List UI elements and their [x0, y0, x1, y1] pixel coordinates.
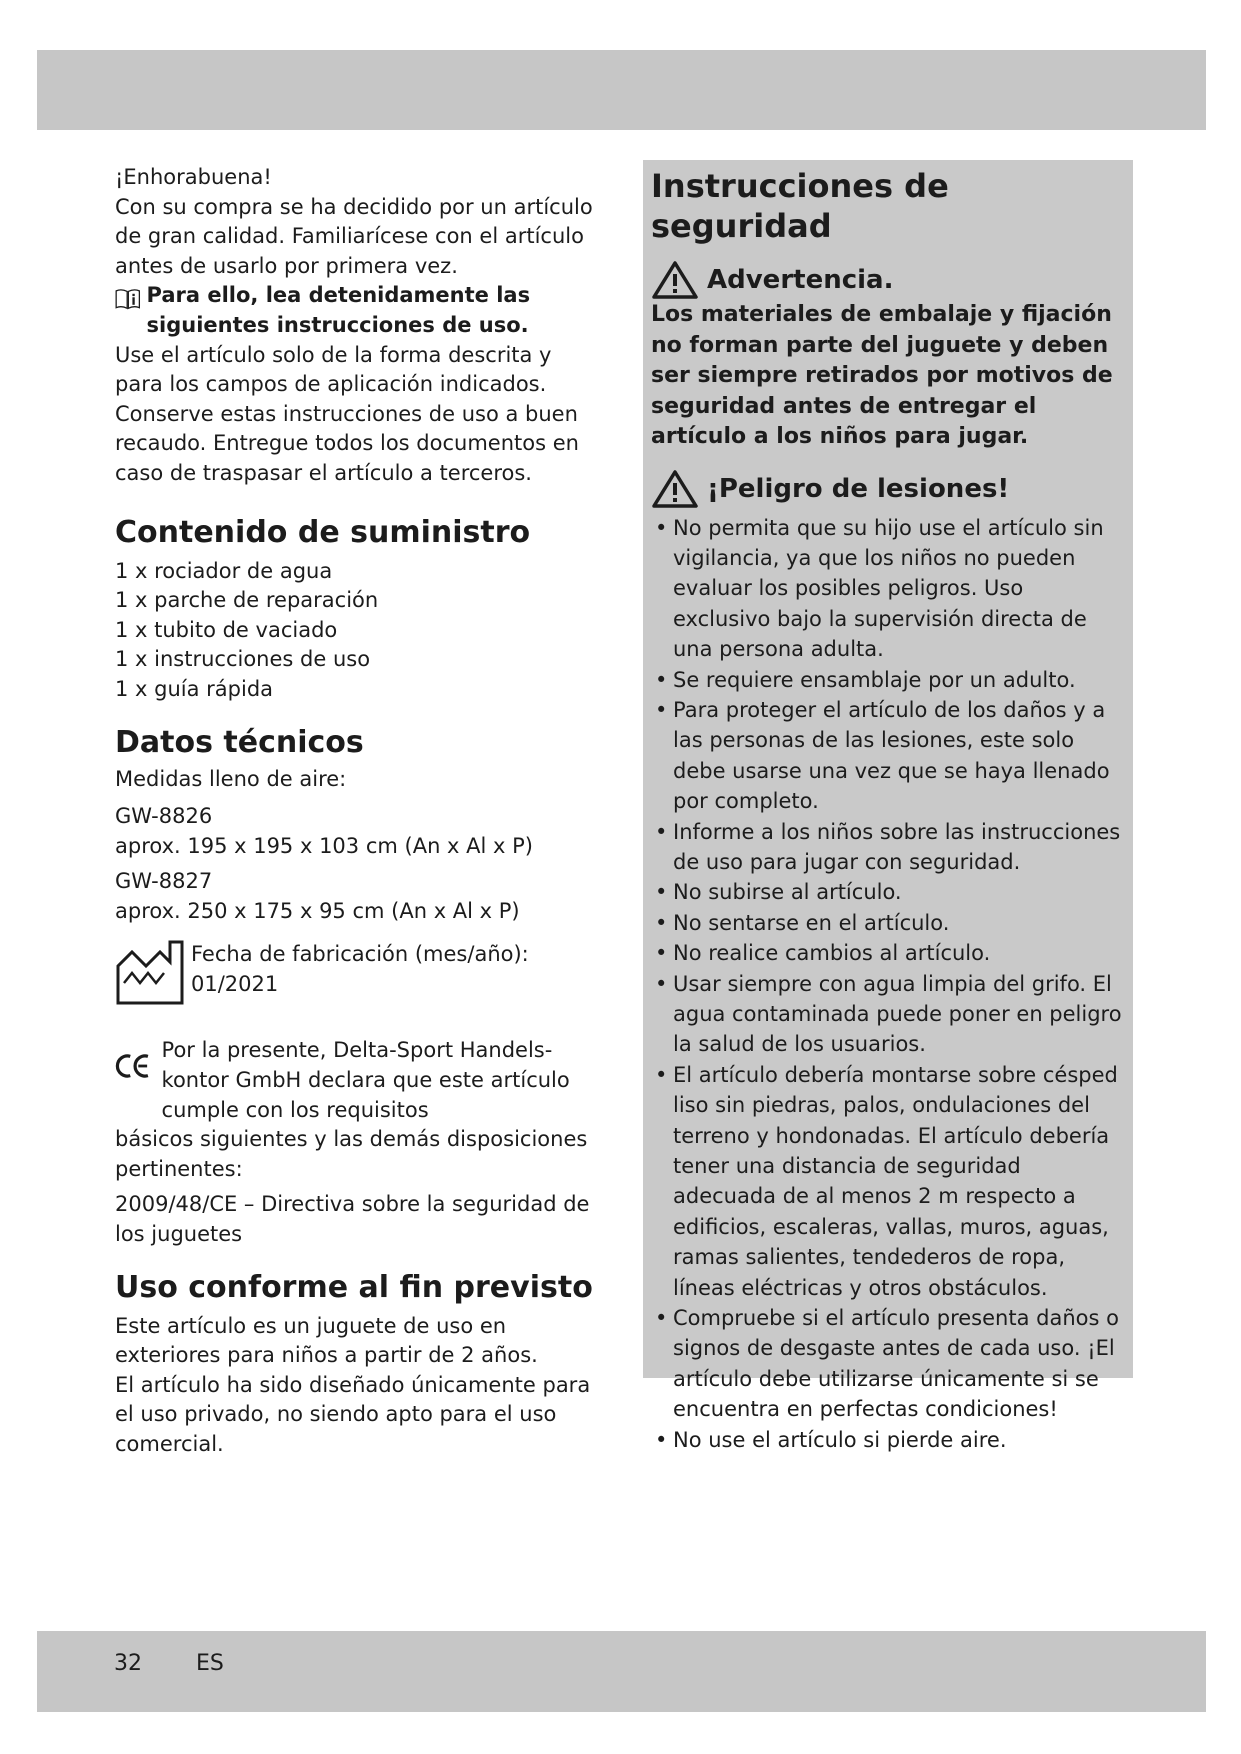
- safety-item: • No use el artículo si pierde aire.: [651, 1425, 1125, 1455]
- warning-text: Los materiales de embalaje y fijación no forman parte del juguete y deben ser siempre retirados por motivos de seguridad antes de entregar el artículo a los niños para jugar.: [651, 302, 1113, 449]
- warning-label: Advertencia.: [707, 265, 894, 295]
- ce-mark-icon: [115, 1036, 150, 1096]
- header-bar: [37, 50, 1206, 130]
- safety-item: • Compruebe si el artículo presenta daños o signos de desgaste antes de cada uso. ¡El artículo debe utilizarse únicamente si se encuentra en perfectas condiciones!: [651, 1303, 1125, 1425]
- intended-use-text: Este artículo es un juguete de uso en exteriores para niños a partir de 2 años.: [115, 1313, 538, 1368]
- ce-directive: 2009/48/CE – Directiva sobre la seguridad de los juguetes: [115, 1192, 590, 1247]
- left-column: [115, 163, 595, 1460]
- safety-item: • No permita que su hijo use el artículo sin vigilancia, ya que los niños no pueden evaluar los posibles peligros. Uso exclusivo bajo la supervisión directa de una persona adulta.: [651, 513, 1125, 665]
- safety-title: Instrucciones de seguridad: [651, 167, 949, 245]
- safety-item: • El artículo debería montarse sobre césped liso sin piedras, palos, ondulaciones del terreno y hondonadas. El artículo debería tener una distancia de seguridad adecuada de al menos 2 m respecto a edificios, escaleras, vallas, muros, aguas, ramas salientes, tendederos de ropa, líneas eléctricas y otros obstáculos.: [651, 1060, 1125, 1303]
- model-size: aprox. 250 x 175 x 95 cm (An x Al x P): [115, 898, 520, 923]
- tech-intro: Medidas lleno de aire:: [115, 766, 347, 791]
- safety-list: [651, 513, 1125, 1456]
- ce-declaration: [115, 1036, 595, 1125]
- list-item: 1 x instrucciones de uso: [115, 647, 371, 672]
- safety-item: • Usar siempre con agua limpia del grifo. El agua contaminada puede poner en peligro la salud de los usuarios.: [651, 969, 1125, 1060]
- contents-list: [115, 557, 595, 705]
- safety-item: • Se requiere ensamblaje por un adulto.: [651, 665, 1125, 695]
- safety-item: • No realice cambios al artículo.: [651, 938, 1125, 968]
- list-item: 1 x guía rápida: [115, 676, 274, 701]
- tech-title: Datos técnicos: [115, 724, 364, 760]
- read-manual-icon: [115, 281, 141, 317]
- intended-use-text-2: El artículo ha sido diseñado únicamente para el uso privado, no siendo apto para el uso comercial.: [115, 1372, 591, 1456]
- model-name: GW-8826: [115, 804, 213, 829]
- contents-title: Contenido de suministro: [115, 514, 531, 550]
- intended-use-title: Uso conforme al fin previsto: [115, 1269, 593, 1305]
- read-instructions-note: [115, 281, 595, 340]
- intro-text-2: Use el artículo solo de la forma descrita y para los campos de aplicación indicados. Conserve estas instrucciones de uso a buen recaudo. Entregue todos los documentos en caso de traspasar el artículo a terceros.: [115, 342, 579, 485]
- model-name: GW-8827: [115, 869, 213, 894]
- model-size: aprox. 195 x 195 x 103 cm (An x Al x P): [115, 833, 533, 858]
- safety-item: • Informe a los niños sobre las instrucciones de uso para jugar con seguridad.: [651, 817, 1125, 878]
- safety-item: • Para proteger el artículo de los daños y a las personas de las lesiones, este solo debe usarse una vez que se haya llenado por completo.: [651, 695, 1125, 817]
- factory-icon: [115, 940, 185, 1006]
- manufacture-label: Fecha de fabricación (mes/año):: [191, 942, 529, 967]
- list-item: 1 x parche de reparación: [115, 588, 379, 613]
- safety-item: • No sentarse en el artículo.: [651, 908, 1125, 938]
- note-text: Para ello, lea detenidamente las siguientes instrucciones de uso.: [146, 283, 531, 337]
- ce-text: Por la presente, Delta-Sport Handels- kontor GmbH declara que este artículo cumple con los requisitos: [161, 1038, 570, 1122]
- warning-triangle-icon: [651, 260, 699, 300]
- warning-heading: [651, 260, 1125, 300]
- safety-item: • No subirse al artículo.: [651, 877, 1125, 907]
- list-item: 1 x tubito de vaciado: [115, 617, 338, 642]
- danger-label: ¡Peligro de lesiones!: [707, 473, 1010, 504]
- intro-text: Con su compra se ha decidido por un artículo de gran calidad. Familiarícese con el artículo antes de usarlo por primera vez.: [115, 194, 593, 278]
- ce-text-rest: básicos siguientes y las demás disposiciones pertinentes:: [115, 1127, 588, 1181]
- list-item: 1 x rociador de agua: [115, 558, 333, 583]
- language-code: ES: [196, 1651, 224, 1676]
- greeting: ¡Enhorabuena!: [115, 165, 272, 189]
- manufacture-info: [115, 940, 595, 1006]
- danger-heading: [651, 469, 1125, 509]
- safety-panel: [643, 160, 1133, 1452]
- page-number: 32: [114, 1651, 142, 1676]
- manufacture-date: 01/2021: [191, 972, 279, 997]
- warning-triangle-icon: [651, 469, 699, 509]
